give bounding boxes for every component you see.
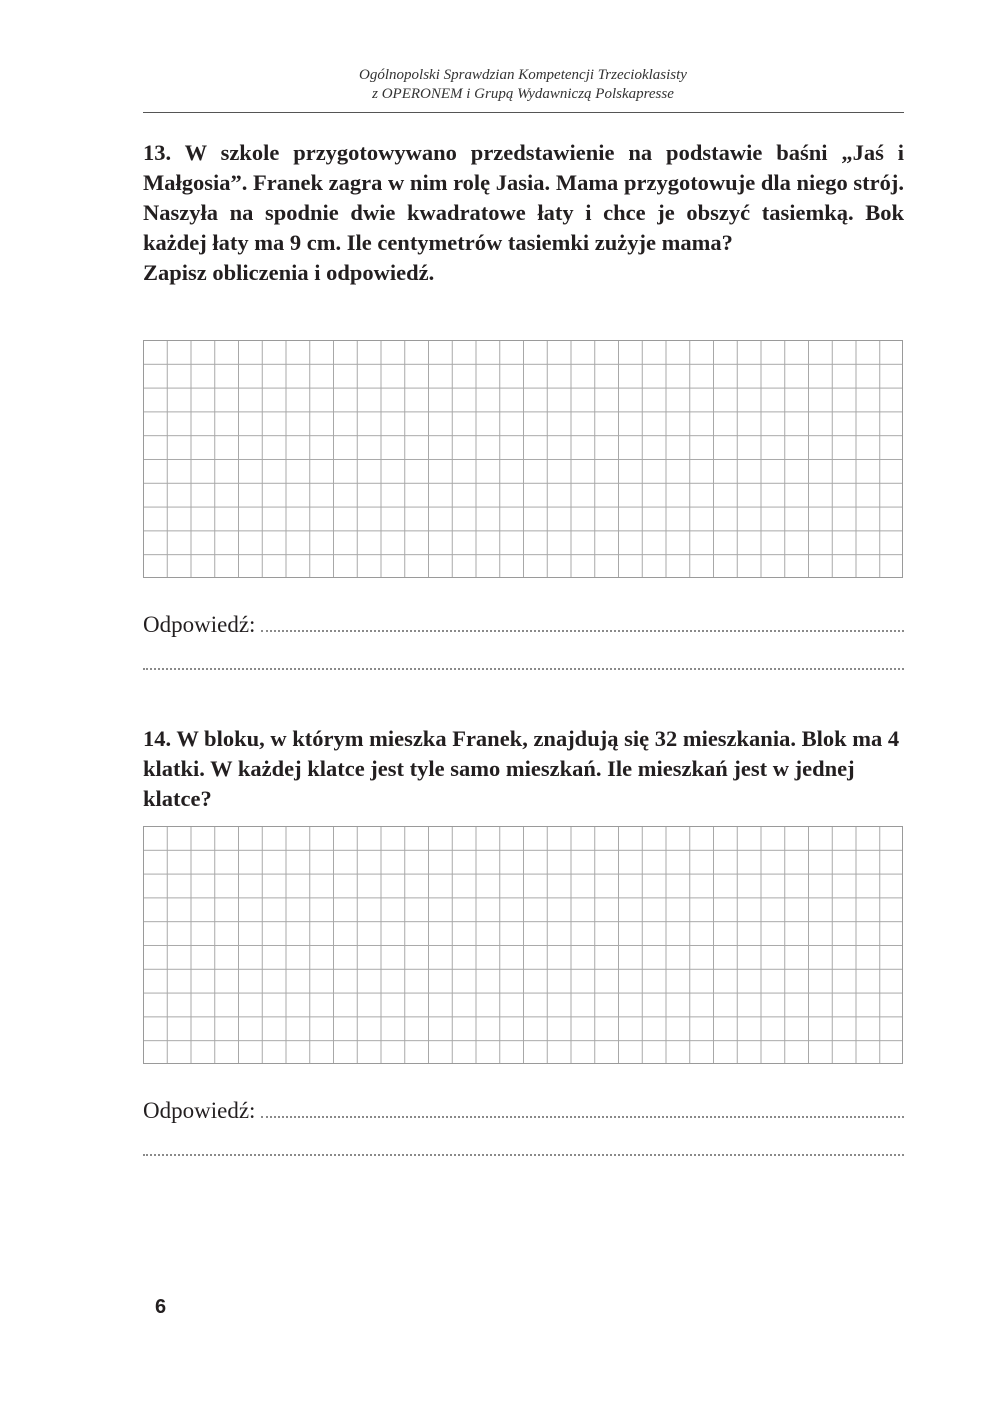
task-14-question: 14. W bloku, w którym mieszka Franek, znajdują się 32 mieszkania. Blok ma 4 klatki. W każdej klatce jest tyle samo mieszkań. Ile mieszkań jest w jednej klatce?	[143, 726, 900, 811]
task-14	[143, 724, 904, 814]
task-13-answer-line[interactable]	[143, 608, 904, 638]
task-13-calculation-grid[interactable]	[143, 340, 903, 578]
task-14-answer-label: Odpowiedź:	[143, 1098, 256, 1123]
task-14-answer-continuation-line[interactable]	[143, 1154, 904, 1156]
task-13-instruction: Zapisz obliczenia i odpowiedź.	[143, 260, 435, 285]
task-13-answer-dots	[261, 630, 904, 632]
page-header	[143, 66, 903, 104]
header-line-2: z OPERONEM i Grupą Wydawniczą Polskapresse	[372, 86, 674, 102]
task-13-answer-label: Odpowiedź:	[143, 612, 256, 637]
task-13-question: 13. W szkole przygotowywano przedstawienie na podstawie baśni „Jaś i Małgosia”. Franek zagra w nim rolę Jasia. Mama przygotowuje dla niego strój. Naszyła na spodnie dwie kwadratowe łaty i chce je obszyć tasiemką. Bok każdej łaty ma 9 cm. Ile centymetrów tasiemki zużyje mama?	[143, 140, 904, 255]
header-divider	[143, 112, 904, 113]
task-14-answer-line[interactable]	[143, 1094, 904, 1124]
page-number: 6	[155, 1296, 167, 1318]
task-13-answer-continuation-line[interactable]	[143, 668, 904, 670]
task-14-calculation-grid[interactable]	[143, 826, 903, 1064]
header-line-1: Ogólnopolski Sprawdzian Kompetencji Trzecioklasisty	[359, 67, 687, 83]
task-14-answer-dots	[261, 1116, 904, 1118]
task-13	[143, 138, 904, 288]
